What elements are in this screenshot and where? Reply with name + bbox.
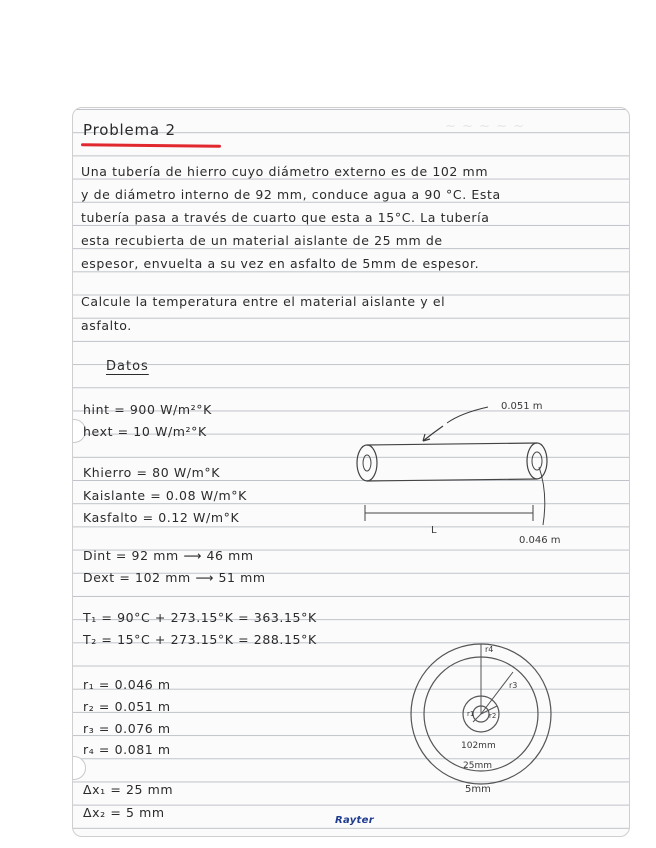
circle-label-102mm: 102mm (461, 741, 496, 751)
datos-heading: Datos (106, 359, 149, 374)
circle-diagram (403, 628, 563, 808)
title-underline (81, 143, 221, 147)
bleed-through: ~ ~ ~ ~ ~ (445, 119, 525, 134)
datos-h-ext: hext = 10 W/m²°K (83, 424, 207, 439)
circle-label-r2: r2 (489, 712, 497, 720)
problem-title: Problema 2 (83, 121, 176, 139)
datos-d-int: Dint = 92 mm ⟶ 46 mm (83, 548, 254, 563)
datos-k-aislante: Kaislante = 0.08 W/m°K (83, 488, 247, 503)
datos-r2: r₂ = 0.051 m (83, 699, 171, 714)
pipe-inner-label: 0.046 m (519, 535, 561, 546)
pipe-diagram (343, 393, 593, 553)
statement-line: tubería pasa a través de cuarto que esta a 15°C. La tubería (81, 210, 490, 225)
brand-logo: Rayter (335, 815, 374, 826)
pipe-left-end (357, 445, 377, 481)
datos-k-asfalto: Kasfalto = 0.12 W/m°K (83, 510, 240, 525)
datos-d-ext: Dext = 102 mm ⟶ 51 mm (83, 570, 266, 585)
datos-dx1: Δx₁ = 25 mm (83, 782, 174, 797)
question-line: Calcule la temperatura entre el material aislante y el (81, 294, 446, 309)
circle-label-5mm: 5mm (465, 784, 491, 795)
notebook-page (72, 107, 630, 837)
circle-label-25mm: 25mm (463, 761, 492, 771)
circle-label-r3: r3 (509, 681, 518, 690)
datos-r4: r₄ = 0.081 m (83, 742, 171, 757)
pipe-length-label: L (431, 525, 437, 536)
binder-hole (72, 756, 86, 780)
datos-dx2: Δx₂ = 5 mm (83, 805, 165, 820)
datos-k-hierro: Khierro = 80 W/m°K (83, 465, 221, 480)
pipe-outer-label: 0.051 m (501, 401, 543, 412)
circle-label-r1: r1 (467, 710, 475, 718)
question-line: asfalto. (81, 318, 132, 333)
datos-t1: T₁ = 90°C + 273.15°K = 363.15°K (83, 610, 317, 625)
datos-h-int: hint = 900 W/m²°K (83, 402, 212, 417)
circle-label-r4: r4 (485, 645, 494, 654)
statement-line: esta recubierta de un material aislante de 25 mm de (81, 233, 443, 248)
datos-r3: r₃ = 0.076 m (83, 721, 171, 736)
datos-r1: r₁ = 0.046 m (83, 677, 171, 692)
statement-line: espesor, envuelta a su vez en asfalto de 5mm de espesor. (81, 256, 480, 271)
pipe-right-end (527, 443, 547, 479)
datos-t2: T₂ = 15°C + 273.15°K = 288.15°K (83, 632, 317, 647)
statement-line: Una tubería de hierro cuyo diámetro externo es de 102 mm (81, 164, 489, 179)
statement-line: y de diámetro interno de 92 mm, conduce agua a 90 °C. Esta (81, 187, 501, 202)
